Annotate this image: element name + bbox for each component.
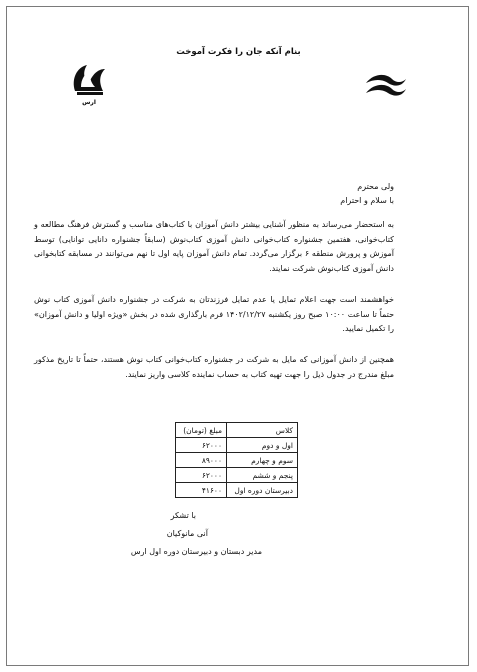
table-row <box>176 438 298 453</box>
school-logo-caption: ارس <box>82 99 96 106</box>
fee-class-cell: دبیرستان دوره اول <box>227 483 298 498</box>
paragraph-intro: به استحضار می‌رساند به منظور آشنایی بیشتر دانش آموزان با کتاب‌های مناسب و گسترش فرهنگ مطالعه و کتاب‌خوانی، هفتمین جشنواره کتاب‌خوانی دانش آموزی کتاب‌نوش (سابقاً جشنواره دانایی توانایی) توسط آموزش و پرورش منطقه ۶ برگزار می‌گردد. تمام دانش آموزان پایه اول تا نهم می‌توانند در مسابقه کتابخوانی دانش آموزی کتاب‌نوش شرکت نمایند. <box>34 220 394 273</box>
greeting-salutation: با سلام و احترام <box>340 196 394 205</box>
fee-class-cell: پنجم و ششم <box>227 468 298 483</box>
school-logo <box>69 61 109 107</box>
signature-thanks: با تشکر <box>170 511 196 520</box>
signature-name: آنی مانوکیان <box>166 529 208 538</box>
fee-class-cell: سوم و چهارم <box>227 453 298 468</box>
fee-amount-cell: ۶۲۰۰۰ <box>176 468 227 483</box>
letter-page <box>6 6 469 666</box>
fee-table-header-class: کلاس <box>227 423 298 438</box>
fee-table-header-row <box>176 423 298 438</box>
paragraph-deadline: خواهشمند است جهت اعلام تمایل یا عدم تمایل فرزندتان به شرکت در جشنواره دانش آموزی کتاب نوش حتماً تا ساعت ۱۰:۰۰ صبح روز یکشنبه ۱۴۰۲/۱۲/۲۷ فرم بارگذاری شده در بخش «ویژه اولیا و دانش آموزان» را تکمیل نمایید. <box>34 295 395 333</box>
fee-table-header-amount: مبلغ (تومان) <box>176 423 227 438</box>
fee-class-cell: اول و دوم <box>227 438 298 453</box>
paragraph-payment: همچنین از دانش آموزانی که مایل به شرکت در جشنواره کتاب‌خوانی کتاب نوش هستند، حتماً تا تاریخ مذکور مبلغ مندرج در جدول ذیل را جهت تهیه کتاب به حساب نماینده کلاسی واریز نمایند. <box>34 355 394 379</box>
fee-amount-cell: ۴۱۶۰۰ <box>176 483 227 498</box>
signature-position: مدیر دبستان و دبیرستان دوره اول ارس <box>130 547 262 556</box>
table-row <box>176 468 298 483</box>
fee-table <box>175 422 298 498</box>
ministry-logo <box>362 71 410 101</box>
greeting-title: ولی محترم <box>357 182 394 191</box>
letter-header: بنام آنکه جان را فکرت آموخت <box>176 47 301 57</box>
table-row <box>176 483 298 498</box>
fee-amount-cell: ۶۲۰۰۰ <box>176 438 227 453</box>
table-row <box>176 453 298 468</box>
fee-amount-cell: ۸۹۰۰۰ <box>176 453 227 468</box>
